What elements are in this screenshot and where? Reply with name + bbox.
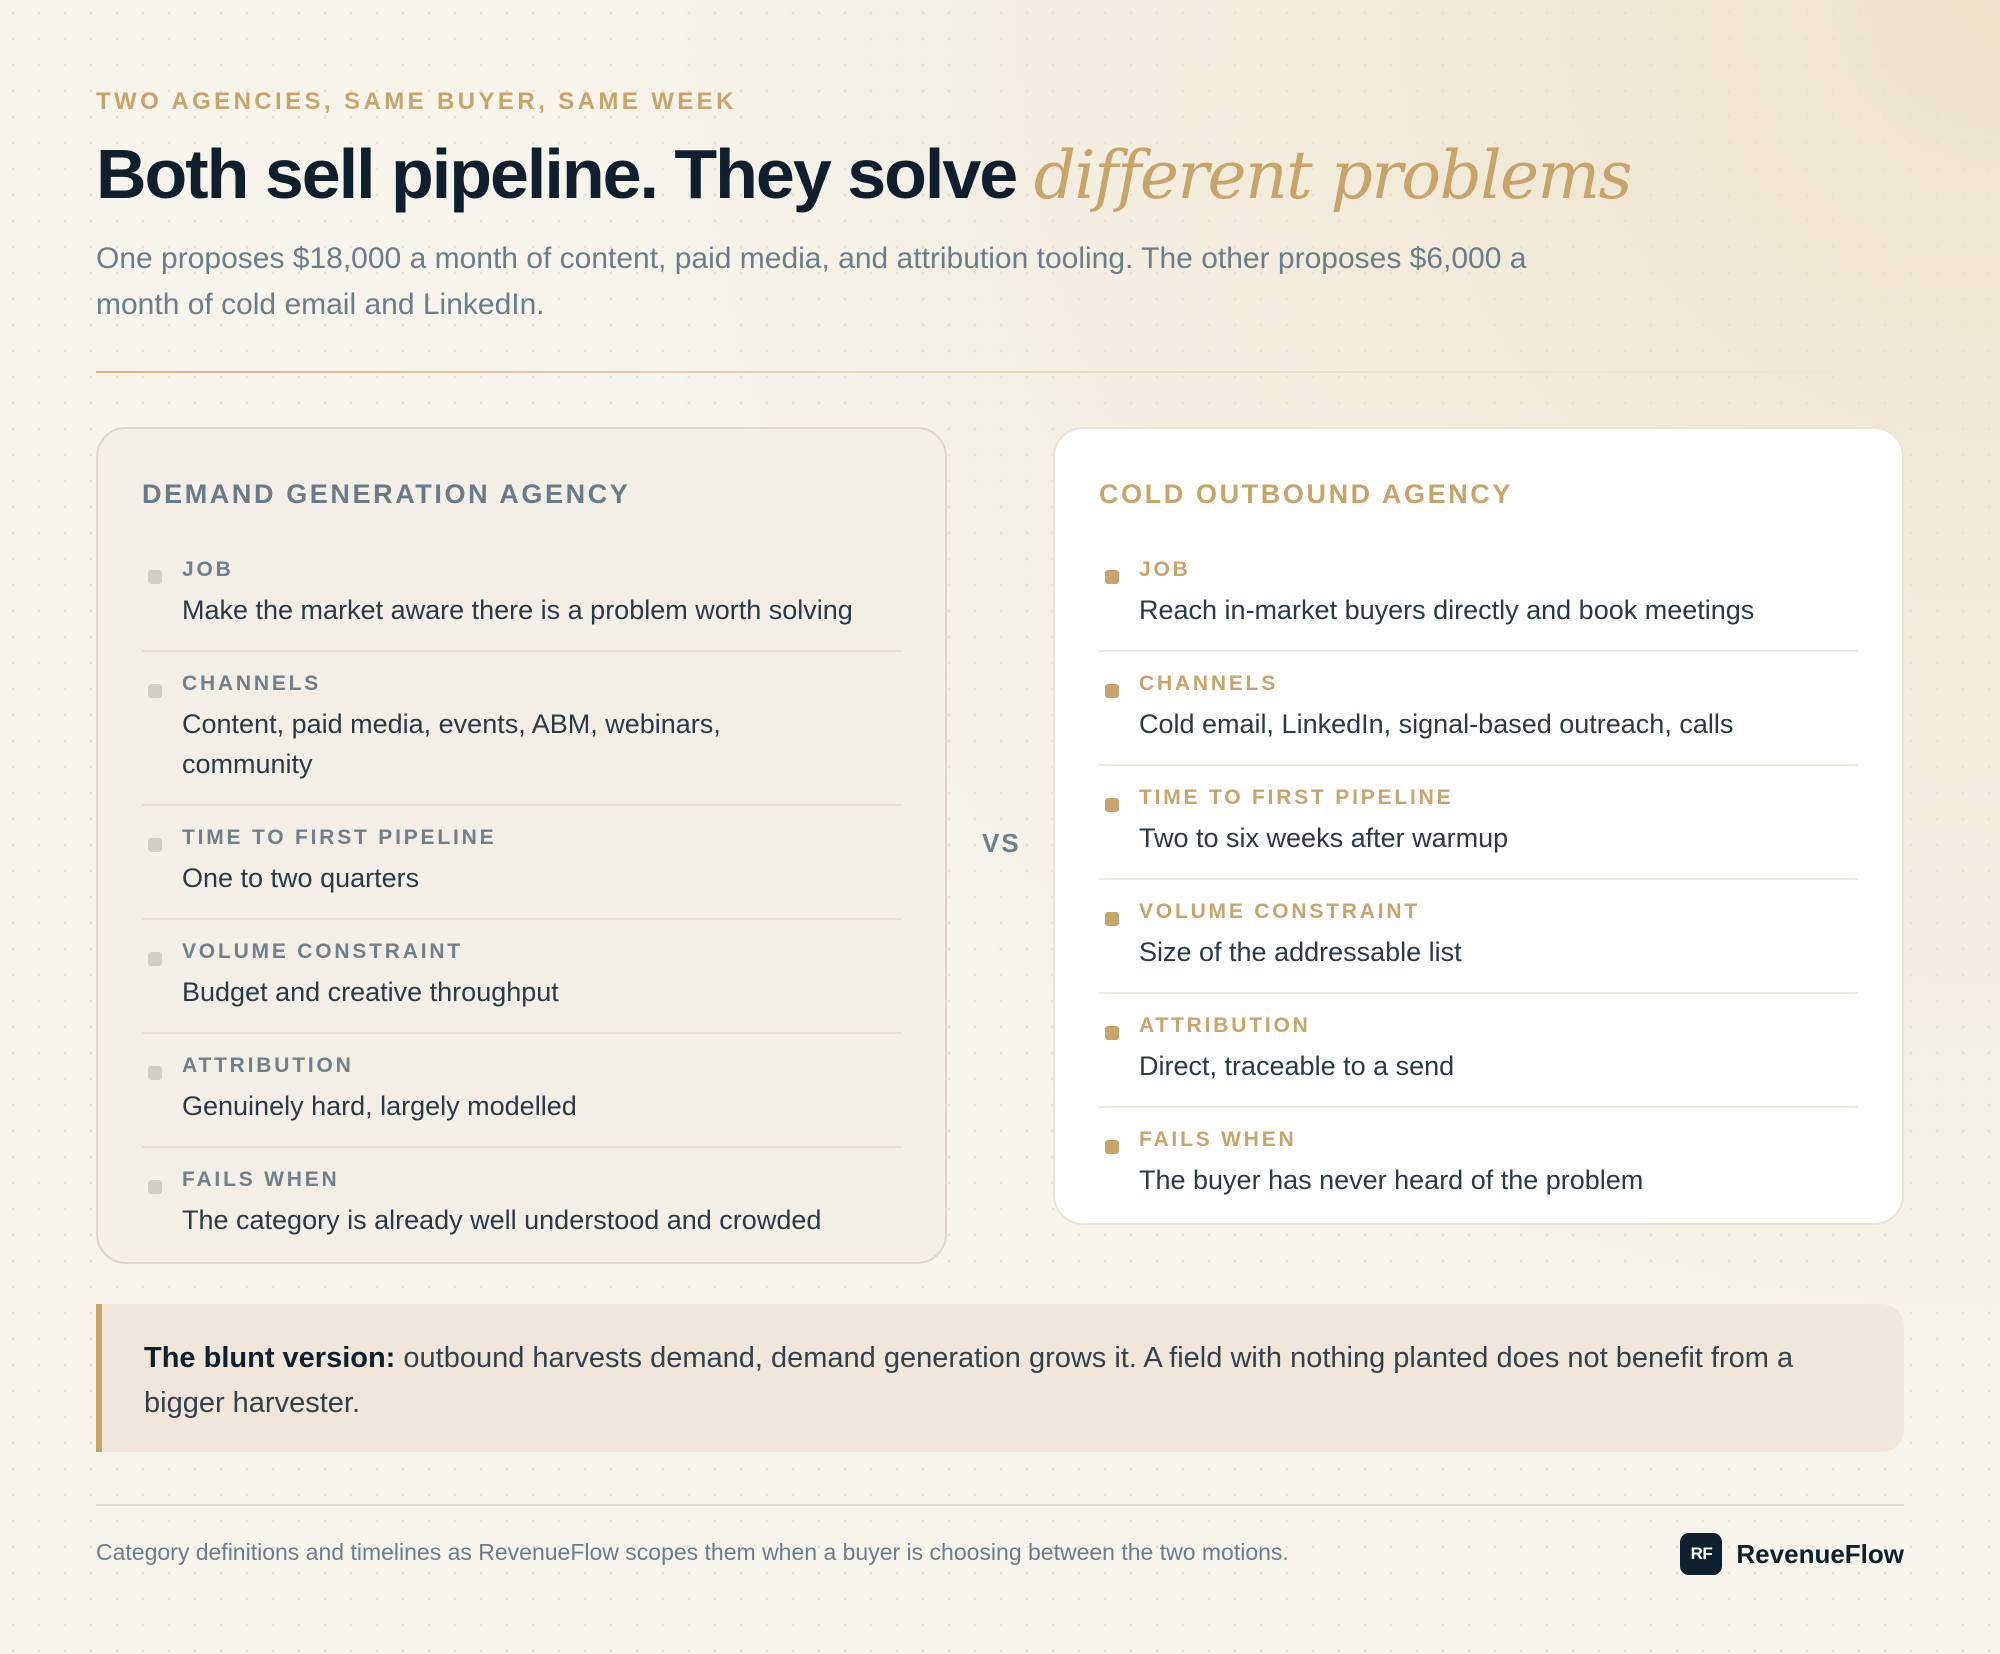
blunt-version-callout xyxy=(96,1304,1904,1452)
row-label: JOB xyxy=(1139,558,1191,581)
row-label: VOLUME CONSTRAINT xyxy=(1139,900,1420,923)
callout-lead: The blunt version: xyxy=(144,1342,396,1374)
list-item xyxy=(1099,538,1858,652)
page-title xyxy=(96,136,1631,213)
row-value: The category is already well understood and crowded xyxy=(182,1205,822,1235)
row-value: Cold email, LinkedIn, signal-based outreach, calls xyxy=(1139,709,1734,739)
footnote: Category definitions and timelines as RevenueFlow scopes them when a buyer is choosing between the two motions. xyxy=(96,1539,1289,1565)
bullet-icon xyxy=(1105,1140,1119,1154)
row-label: FAILS WHEN xyxy=(1139,1128,1297,1151)
bullet-icon xyxy=(1105,684,1119,698)
bullet-icon xyxy=(148,952,162,966)
demand-generation-card xyxy=(96,427,947,1264)
row-label: JOB xyxy=(182,558,234,581)
row-value: Direct, traceable to a send xyxy=(1139,1051,1455,1081)
subheading: One proposes $18,000 a month of content, paid media, and attribution tooling. The other proposes $6,000 a month of cold email and LinkedIn. xyxy=(96,242,1527,321)
row-label: CHANNELS xyxy=(182,672,322,695)
bullet-icon xyxy=(148,1066,162,1080)
card-title: DEMAND GENERATION AGENCY xyxy=(142,479,631,509)
list-item xyxy=(142,538,901,652)
bullet-icon xyxy=(148,684,162,698)
bullet-icon xyxy=(148,1180,162,1194)
row-label: ATTRIBUTION xyxy=(1139,1014,1311,1037)
row-label: VOLUME CONSTRAINT xyxy=(182,940,463,963)
vs-label: VS xyxy=(982,828,1021,858)
bullet-icon xyxy=(148,838,162,852)
cold-outbound-card xyxy=(1053,427,1904,1225)
bullet-icon xyxy=(1105,570,1119,584)
list-item xyxy=(1099,994,1858,1108)
headline-main: Both sell pipeline. They solve xyxy=(96,135,1034,213)
bullet-icon xyxy=(1105,912,1119,926)
headline-accent: different problems xyxy=(1033,137,1631,214)
list-item xyxy=(1099,880,1858,994)
row-value: Genuinely hard, largely modelled xyxy=(182,1091,577,1121)
row-value: Content, paid media, events, ABM, webinars, community xyxy=(182,709,721,779)
row-label: ATTRIBUTION xyxy=(182,1054,354,1077)
row-label: CHANNELS xyxy=(1139,672,1279,695)
row-label: FAILS WHEN xyxy=(182,1168,340,1191)
bullet-icon xyxy=(1105,798,1119,812)
bullet-icon xyxy=(148,570,162,584)
card-title: COLD OUTBOUND AGENCY xyxy=(1099,479,1513,509)
brand-name: RevenueFlow xyxy=(1736,1538,1904,1569)
callout-text: outbound harvests demand, demand generation grows it. A field with nothing planted does not benefit from a bigger harvester. xyxy=(144,1342,1794,1419)
row-label: TIME TO FIRST PIPELINE xyxy=(182,826,497,849)
row-label: TIME TO FIRST PIPELINE xyxy=(1139,786,1454,809)
row-value: Budget and creative throughput xyxy=(182,977,559,1007)
list-item xyxy=(142,652,901,806)
row-value: The buyer has never heard of the problem xyxy=(1139,1165,1644,1195)
list-item xyxy=(142,1148,901,1260)
list-item xyxy=(142,806,901,920)
row-value: Reach in-market buyers directly and book meetings xyxy=(1139,595,1755,625)
row-value: Size of the addressable list xyxy=(1139,937,1462,967)
brand-logo xyxy=(1680,1533,1904,1575)
footer-divider xyxy=(96,1504,1904,1506)
row-value: One to two quarters xyxy=(182,863,420,893)
row-value: Two to six weeks after warmup xyxy=(1139,823,1509,853)
list-item xyxy=(142,920,901,1034)
list-item xyxy=(1099,1108,1858,1220)
bullet-icon xyxy=(1105,1026,1119,1040)
eyebrow: TWO AGENCIES, SAME BUYER, SAME WEEK xyxy=(96,88,737,115)
list-item xyxy=(142,1034,901,1148)
list-item xyxy=(1099,652,1858,766)
list-item xyxy=(1099,766,1858,880)
brand-mark-icon: RF xyxy=(1680,1533,1722,1575)
divider xyxy=(96,371,1904,373)
row-value: Make the market aware there is a problem worth solving xyxy=(182,595,853,625)
